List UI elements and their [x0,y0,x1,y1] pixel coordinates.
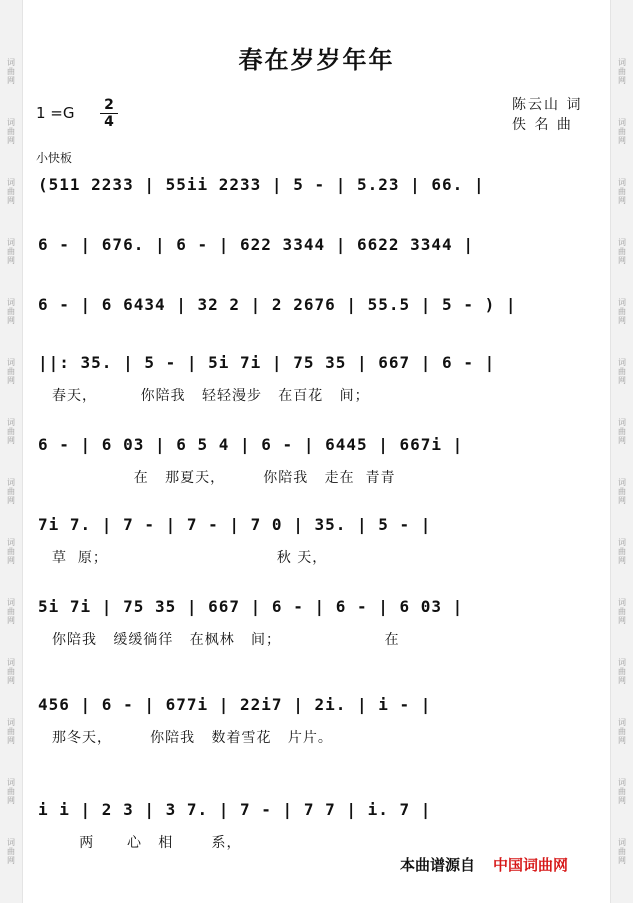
lyricist-credit: 陈云山 词 [512,97,583,113]
watermark-char: 曲 [7,547,15,556]
watermark-char: 词 [7,418,15,427]
watermark-left-3 [0,238,22,265]
watermark-char: 网 [618,856,626,865]
score-lyric: 春天， 你陪我 轻轻漫步 在百花 间； [52,388,370,404]
watermark-char: 网 [7,256,15,265]
score-lyric: 草 原； 秋 天， [52,550,328,566]
watermark-right-9 [611,598,633,625]
watermark-right-12 [611,778,633,805]
watermark-char: 网 [618,256,626,265]
watermark-left-2 [0,178,22,205]
watermark-right-2 [611,178,633,205]
watermark-char: 曲 [618,847,626,856]
score-lyric: 两 心 相 系， [52,835,242,851]
watermark-char: 网 [618,316,626,325]
score-notes: ||: 35. | 5 - | 5i 7i | 75 35 | 667 | 6 - | [38,353,496,372]
watermark-char: 网 [618,376,626,385]
watermark-char: 词 [7,58,15,67]
watermark-right-4 [611,298,633,325]
watermark-char: 网 [7,676,15,685]
watermark-char: 词 [7,538,15,547]
source-credit [400,854,568,875]
watermark-char: 词 [7,238,15,247]
watermark-char: 曲 [618,127,626,136]
credits [512,95,582,135]
watermark-char: 曲 [618,67,626,76]
watermark-left-11 [0,718,22,745]
watermark-char: 词 [7,718,15,727]
time-signature [100,97,118,130]
watermark-char: 曲 [7,427,15,436]
watermark-char: 曲 [618,787,626,796]
watermark-char: 曲 [7,247,15,256]
watermark-char: 词 [618,838,626,847]
score-notes: 6 - | 6 6434 | 32 2 | 2 2676 | 55.5 | 5 - ) | [38,295,517,314]
score-lyric: 那冬天， 你陪我 数着雪花 片片。 [52,730,333,746]
watermark-left-4 [0,298,22,325]
watermark-char: 曲 [7,187,15,196]
watermark-char: 曲 [618,607,626,616]
watermark-char: 词 [618,658,626,667]
watermark-char: 网 [7,376,15,385]
watermark-char: 曲 [618,727,626,736]
watermark-char: 网 [618,136,626,145]
watermark-char: 网 [618,496,626,505]
watermark-right-6 [611,418,633,445]
watermark-char: 曲 [618,247,626,256]
score-notes: 7i 7. | 7 - | 7 - | 7 0 | 35. | 5 - | [38,515,432,534]
song-title: 春在岁岁年年 [238,45,395,74]
watermark-char: 曲 [7,727,15,736]
watermark-char: 曲 [618,187,626,196]
watermark-char: 网 [7,76,15,85]
score-notes: 5i 7i | 75 35 | 667 | 6 - | 6 - | 6 03 | [38,597,464,616]
watermark-char: 网 [7,556,15,565]
meter-top: 2 [104,97,114,113]
watermark-char: 曲 [618,307,626,316]
watermark-char: 词 [7,118,15,127]
composer-credit: 佚 名 曲 [512,117,573,133]
watermark-left-9 [0,598,22,625]
source-label: 本曲谱源自 [400,856,476,874]
watermark-char: 曲 [7,787,15,796]
watermark-char: 曲 [7,307,15,316]
tempo-marking: 小快板 [36,151,73,165]
watermark-left-8 [0,538,22,565]
watermark-right-7 [611,478,633,505]
watermark-char: 词 [618,478,626,487]
watermark-char: 网 [7,136,15,145]
watermark-char: 曲 [7,127,15,136]
watermark-char: 网 [618,796,626,805]
watermark-char: 曲 [618,487,626,496]
watermark-char: 词 [618,238,626,247]
watermark-char: 网 [7,856,15,865]
watermark-char: 网 [7,196,15,205]
watermark-left-10 [0,658,22,685]
watermark-char: 网 [618,556,626,565]
watermark-char: 词 [618,538,626,547]
watermark-char: 词 [7,298,15,307]
watermark-char: 曲 [7,67,15,76]
score-lyric: 在 那夏天， 你陪我 走在 青青 [52,470,396,486]
score-notes: 456 | 6 - | 677i | 22i7 | 2i. | i - | [38,695,432,714]
watermark-char: 网 [7,796,15,805]
watermark-char: 词 [7,838,15,847]
key-signature: 1 =G [36,104,75,122]
watermark-char: 曲 [618,427,626,436]
watermark-right-5 [611,358,633,385]
watermark-char: 曲 [618,367,626,376]
meter-bottom: 4 [100,113,118,130]
watermark-char: 词 [7,358,15,367]
watermark-right-13 [611,838,633,865]
score-notes: 6 - | 6 03 | 6 5 4 | 6 - | 6445 | 667i | [38,435,464,454]
watermark-left-7 [0,478,22,505]
watermark-char: 网 [618,616,626,625]
watermark-char: 词 [618,598,626,607]
watermark-char: 词 [7,178,15,187]
watermark-left-1 [0,118,22,145]
watermark-right-1 [611,118,633,145]
watermark-char: 词 [7,778,15,787]
watermark-char: 曲 [7,367,15,376]
watermark-left-6 [0,418,22,445]
watermark-char: 网 [618,436,626,445]
watermark-char: 词 [618,298,626,307]
watermark-char: 词 [7,598,15,607]
watermark-char: 曲 [618,547,626,556]
watermark-right-8 [611,538,633,565]
watermark-char: 词 [618,58,626,67]
watermark-right-3 [611,238,633,265]
watermark-left-5 [0,358,22,385]
score-lyric: 你陪我 缓缓徜徉 在枫林 间； 在 [52,632,400,648]
watermark-char: 网 [7,736,15,745]
watermark-right-11 [611,718,633,745]
watermark-char: 曲 [618,667,626,676]
watermark-char: 网 [7,436,15,445]
watermark-char: 网 [618,676,626,685]
watermark-char: 网 [618,76,626,85]
watermark-char: 网 [7,496,15,505]
watermark-char: 词 [618,778,626,787]
watermark-char: 词 [618,418,626,427]
score-notes: 6 - | 676. | 6 - | 622 3344 | 6622 3344 | [38,235,474,254]
watermark-char: 曲 [7,607,15,616]
watermark-right-10 [611,658,633,685]
watermark-left-12 [0,778,22,805]
score-notes: (511 2233 | 55ii 2233 | 5 - | 5.23 | 66. | [38,175,485,194]
watermark-char: 曲 [7,847,15,856]
watermark-left-13 [0,838,22,865]
watermark-char: 词 [7,658,15,667]
watermark-char: 词 [618,718,626,727]
watermark-char: 网 [7,616,15,625]
watermark-char: 词 [7,478,15,487]
score-notes: i i | 2 3 | 3 7. | 7 - | 7 7 | i. 7 | [38,800,432,819]
source-site: 中国词曲网 [493,856,569,874]
watermark-char: 网 [7,316,15,325]
watermark-char: 曲 [7,667,15,676]
watermark-char: 曲 [7,487,15,496]
watermark-char: 词 [618,358,626,367]
watermark-char: 词 [618,178,626,187]
watermark-char: 网 [618,196,626,205]
watermark-char: 网 [618,736,626,745]
watermark-char: 词 [618,118,626,127]
